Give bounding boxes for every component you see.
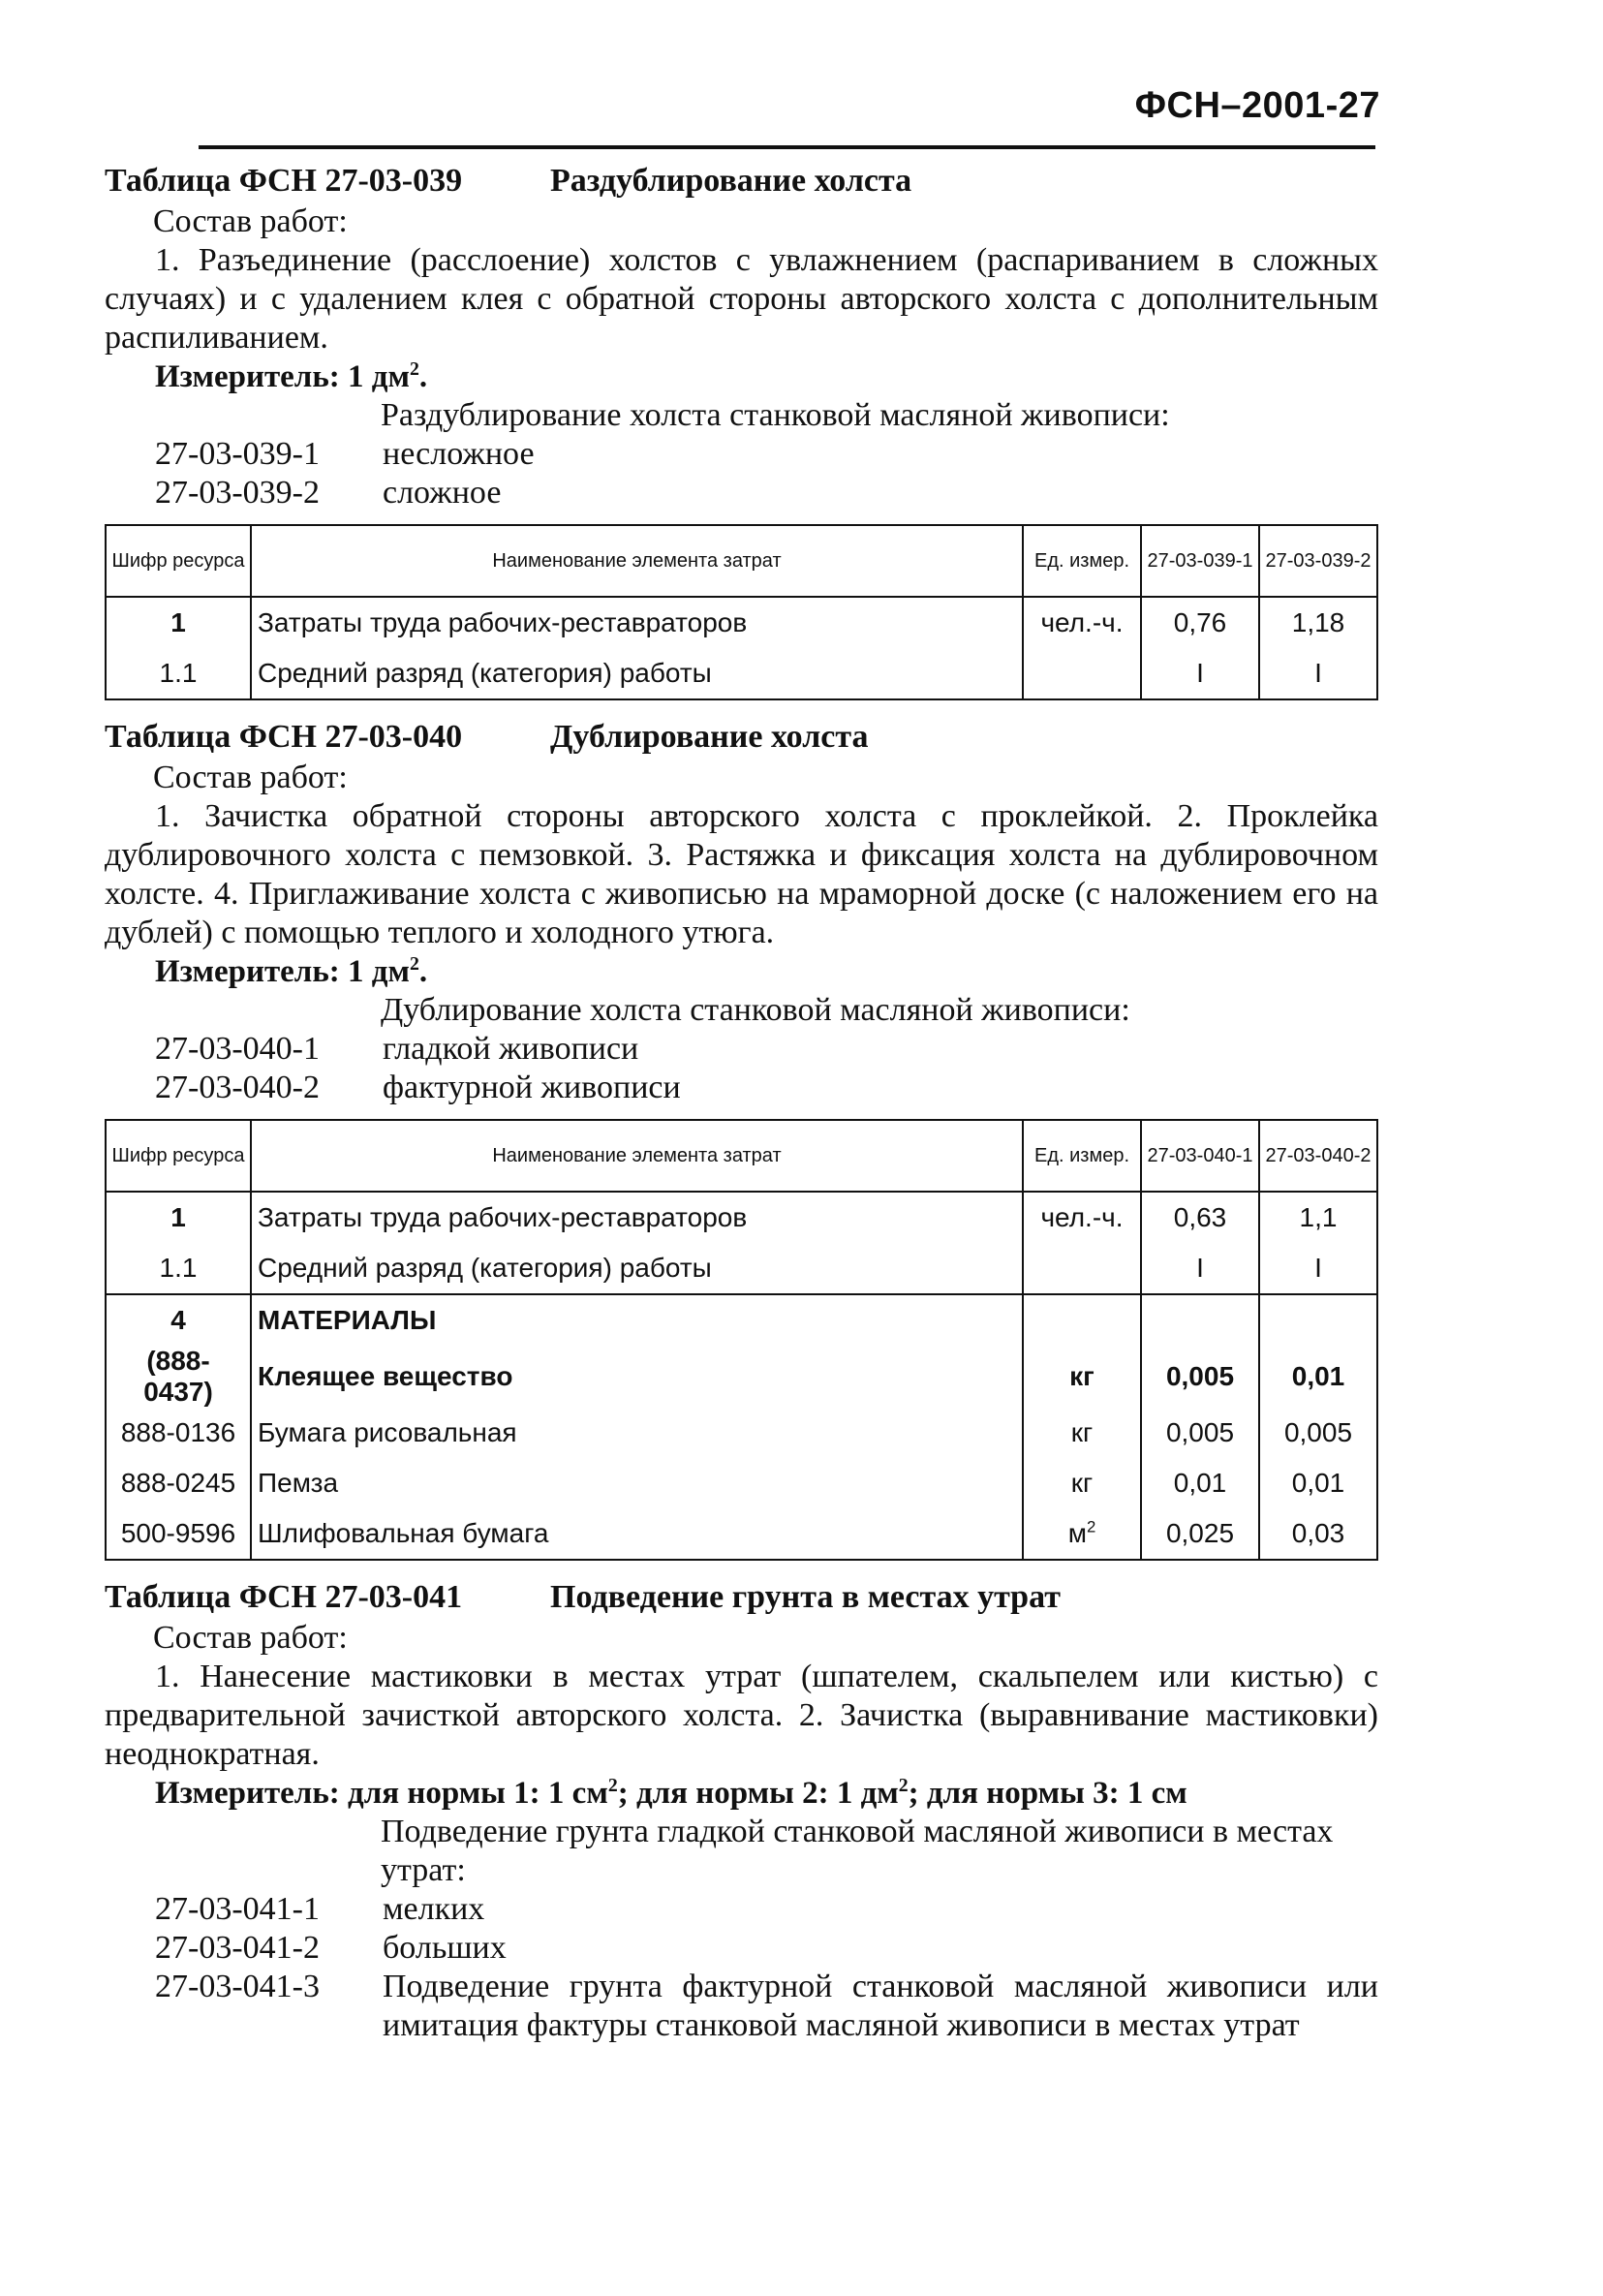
composition-text-body: 1. Нанесение мастиковки в местах утрат (шпателем, скальпелем или кистью) с предварительной зачисткой авторского холста. 2. Зачистка (выравнивание мастиковки) неоднократная. [105, 1659, 1378, 1772]
composition-text-body: 1. Зачистка обратной стороны авторского холста с проклейкой. 2. Проклейка дублировочного холста с пемзовкой. 3. Растяжка и фиксация холста на дублировочном холсте. 4. Приглаживание холста с живописью на мраморной доске (с наложением его на дублей) с помощью теплого и холодного утюга. [105, 798, 1378, 950]
cell-name: Клеящее вещество [251, 1346, 1023, 1408]
table-row [106, 1408, 1377, 1458]
cell-value-2: 0,03 [1259, 1508, 1377, 1560]
variant-code: 27-03-040-1 [155, 1031, 320, 1067]
variant-label: Подведение грунта фактурной станковой масляной живописи или имитация фактуры станковой масляной живописи в местах утрат [383, 1969, 1378, 2043]
cell-unit: кг [1023, 1346, 1141, 1408]
variant-item [105, 435, 1378, 474]
header-resource-code: Шифр ресурса [106, 1120, 251, 1192]
cell-code: (888-0437) [106, 1346, 251, 1408]
cell-unit-sup: 2 [1086, 1517, 1096, 1536]
variant-code: 27-03-041-3 [155, 1969, 320, 2004]
composition-label: Состав работ: [153, 203, 348, 239]
meter-sup: 2 [607, 1775, 618, 1796]
variants-head: Дублирование холста станковой масляной живописи: [381, 992, 1130, 1028]
section-title-name: Подведение грунта в местах утрат [550, 1579, 1061, 1615]
meter-sup: 2 [898, 1775, 909, 1796]
meter-sup: 2 [409, 358, 419, 380]
composition-text [105, 241, 1378, 357]
cell-value-2: 1,18 [1259, 597, 1377, 648]
header-norm-1: 27-03-039-1 [1141, 525, 1259, 597]
cell-value-1: 0,005 [1141, 1346, 1259, 1408]
cell-unit [1023, 1294, 1141, 1346]
cell-value-2: 1,1 [1259, 1192, 1377, 1243]
header-norm-2: 27-03-040-2 [1259, 1120, 1377, 1192]
meter [155, 1774, 1378, 1813]
variant-code: 27-03-039-2 [155, 475, 320, 511]
cell-value-2 [1259, 1294, 1377, 1346]
cell-name: Пемза [251, 1458, 1023, 1508]
cell-value-1: 0,025 [1141, 1508, 1259, 1560]
table-header-row [106, 1120, 1377, 1192]
meter-end: . [418, 359, 428, 394]
section-title-code: Таблица ФСН 27-03-039 [105, 163, 463, 199]
cell-value-1: I [1141, 648, 1259, 699]
meter [155, 357, 1378, 396]
table-row [106, 1192, 1377, 1243]
header-rule [199, 145, 1375, 149]
section-27-03-041 [105, 1576, 1378, 2045]
cell-name: Затраты труда рабочих-реставраторов [251, 597, 1023, 648]
meter-part: Измеритель: для нормы 1: 1 см [155, 1776, 608, 1811]
table-row [106, 597, 1377, 648]
section-title-name: Дублирование холста [550, 719, 869, 755]
section-title [105, 160, 1378, 202]
cell-code: 1 [106, 1192, 251, 1243]
variant-code: 27-03-039-1 [155, 436, 320, 472]
cell-unit: чел.-ч. [1023, 1192, 1141, 1243]
cell-value-2: I [1259, 1243, 1377, 1294]
cell-value-2: 0,005 [1259, 1408, 1377, 1458]
cell-value-1: 0,76 [1141, 597, 1259, 648]
table-row [106, 1458, 1377, 1508]
section-title-code: Таблица ФСН 27-03-041 [105, 1579, 463, 1615]
cell-unit [1023, 1508, 1141, 1560]
cell-code: 1.1 [106, 648, 251, 699]
table-header-row [106, 525, 1377, 597]
section-27-03-040 [105, 716, 1378, 1561]
table-row [106, 648, 1377, 699]
meter-label: Измеритель: 1 дм [155, 359, 410, 394]
meter-part: ; для нормы 2: 1 дм [617, 1776, 899, 1811]
variant-item [105, 1069, 1378, 1107]
table-row [106, 1243, 1377, 1294]
header-norm-1: 27-03-040-1 [1141, 1120, 1259, 1192]
variant-label: гладкой живописи [383, 1031, 639, 1067]
cell-value-1: I [1141, 1243, 1259, 1294]
meter-part: ; для нормы 3: 1 см [908, 1776, 1187, 1811]
variant-label: фактурной живописи [383, 1070, 681, 1105]
meter [155, 952, 1378, 991]
variants-head: Подведение грунта гладкой станковой масляной живописи в местах утрат: [381, 1814, 1334, 1888]
cell-name: Средний разряд (категория) работы [251, 1243, 1023, 1294]
resource-table [105, 524, 1378, 700]
cell-name: МАТЕРИАЛЫ [251, 1294, 1023, 1346]
cell-code: 1.1 [106, 1243, 251, 1294]
cell-unit [1023, 1243, 1141, 1294]
variant-code: 27-03-041-2 [155, 1930, 320, 1966]
cell-code: 500-9596 [106, 1508, 251, 1560]
cell-name: Бумага рисовальная [251, 1408, 1023, 1458]
variants-head: Раздублирование холста станковой масляной живописи: [381, 397, 1170, 433]
header-element-name: Наименование элемента затрат [251, 1120, 1023, 1192]
cell-name: Затраты труда рабочих-реставраторов [251, 1192, 1023, 1243]
cell-unit-text: м [1067, 1518, 1087, 1548]
variant-item [105, 1929, 1378, 1968]
header-element-name: Наименование элемента затрат [251, 525, 1023, 597]
variant-item [105, 474, 1378, 512]
table-row [106, 1346, 1377, 1408]
section-title [105, 716, 1378, 759]
section-27-03-039 [105, 160, 1378, 700]
cell-unit: кг [1023, 1458, 1141, 1508]
composition-text-body: 1. Разъединение (расслоение) холстов с увлажнением (распариванием в сложных случаях) и с удалением клея с обратной стороны авторского холста с дополнительным распиливанием. [105, 242, 1378, 356]
composition-label: Состав работ: [153, 1620, 348, 1656]
section-title [105, 1576, 1378, 1619]
cell-name: Шлифовальная бумага [251, 1508, 1023, 1560]
cell-value-1: 0,63 [1141, 1192, 1259, 1243]
section-title-name: Раздублирование холста [550, 163, 912, 199]
header-unit: Ед. измер. [1023, 525, 1141, 597]
meter-sup: 2 [409, 953, 419, 975]
variant-item [105, 1968, 1378, 2045]
cell-unit [1023, 648, 1141, 699]
cell-code: 4 [106, 1294, 251, 1346]
cell-value-1 [1141, 1294, 1259, 1346]
composition-text [105, 1658, 1378, 1774]
page-header-code: ФСН–2001-27 [1134, 85, 1380, 126]
cell-value-2: 0,01 [1259, 1458, 1377, 1508]
composition-text [105, 797, 1378, 952]
table-row [106, 1294, 1377, 1346]
cell-value-1: 0,01 [1141, 1458, 1259, 1508]
cell-code: 1 [106, 597, 251, 648]
resource-table [105, 1119, 1378, 1561]
variant-label: сложное [383, 475, 502, 511]
variant-label: больших [383, 1930, 507, 1966]
composition-label: Состав работ: [153, 760, 348, 795]
header-unit: Ед. измер. [1023, 1120, 1141, 1192]
variant-label: мелких [383, 1891, 485, 1927]
variant-item [105, 1030, 1378, 1069]
cell-unit: кг [1023, 1408, 1141, 1458]
variant-code: 27-03-041-1 [155, 1891, 320, 1927]
variant-item [105, 1890, 1378, 1929]
meter-label: Измеритель: 1 дм [155, 954, 410, 989]
header-resource-code: Шифр ресурса [106, 525, 251, 597]
variant-label: несложное [383, 436, 535, 472]
header-norm-2: 27-03-039-2 [1259, 525, 1377, 597]
cell-value-2: I [1259, 648, 1377, 699]
variant-code: 27-03-040-2 [155, 1070, 320, 1105]
cell-value-2: 0,01 [1259, 1346, 1377, 1408]
cell-code: 888-0245 [106, 1458, 251, 1508]
section-title-code: Таблица ФСН 27-03-040 [105, 719, 463, 755]
cell-unit: чел.-ч. [1023, 597, 1141, 648]
meter-end: . [418, 954, 428, 989]
page-content [105, 160, 1378, 2045]
cell-name: Средний разряд (категория) работы [251, 648, 1023, 699]
cell-value-1: 0,005 [1141, 1408, 1259, 1458]
cell-code: 888-0136 [106, 1408, 251, 1458]
table-row [106, 1508, 1377, 1560]
